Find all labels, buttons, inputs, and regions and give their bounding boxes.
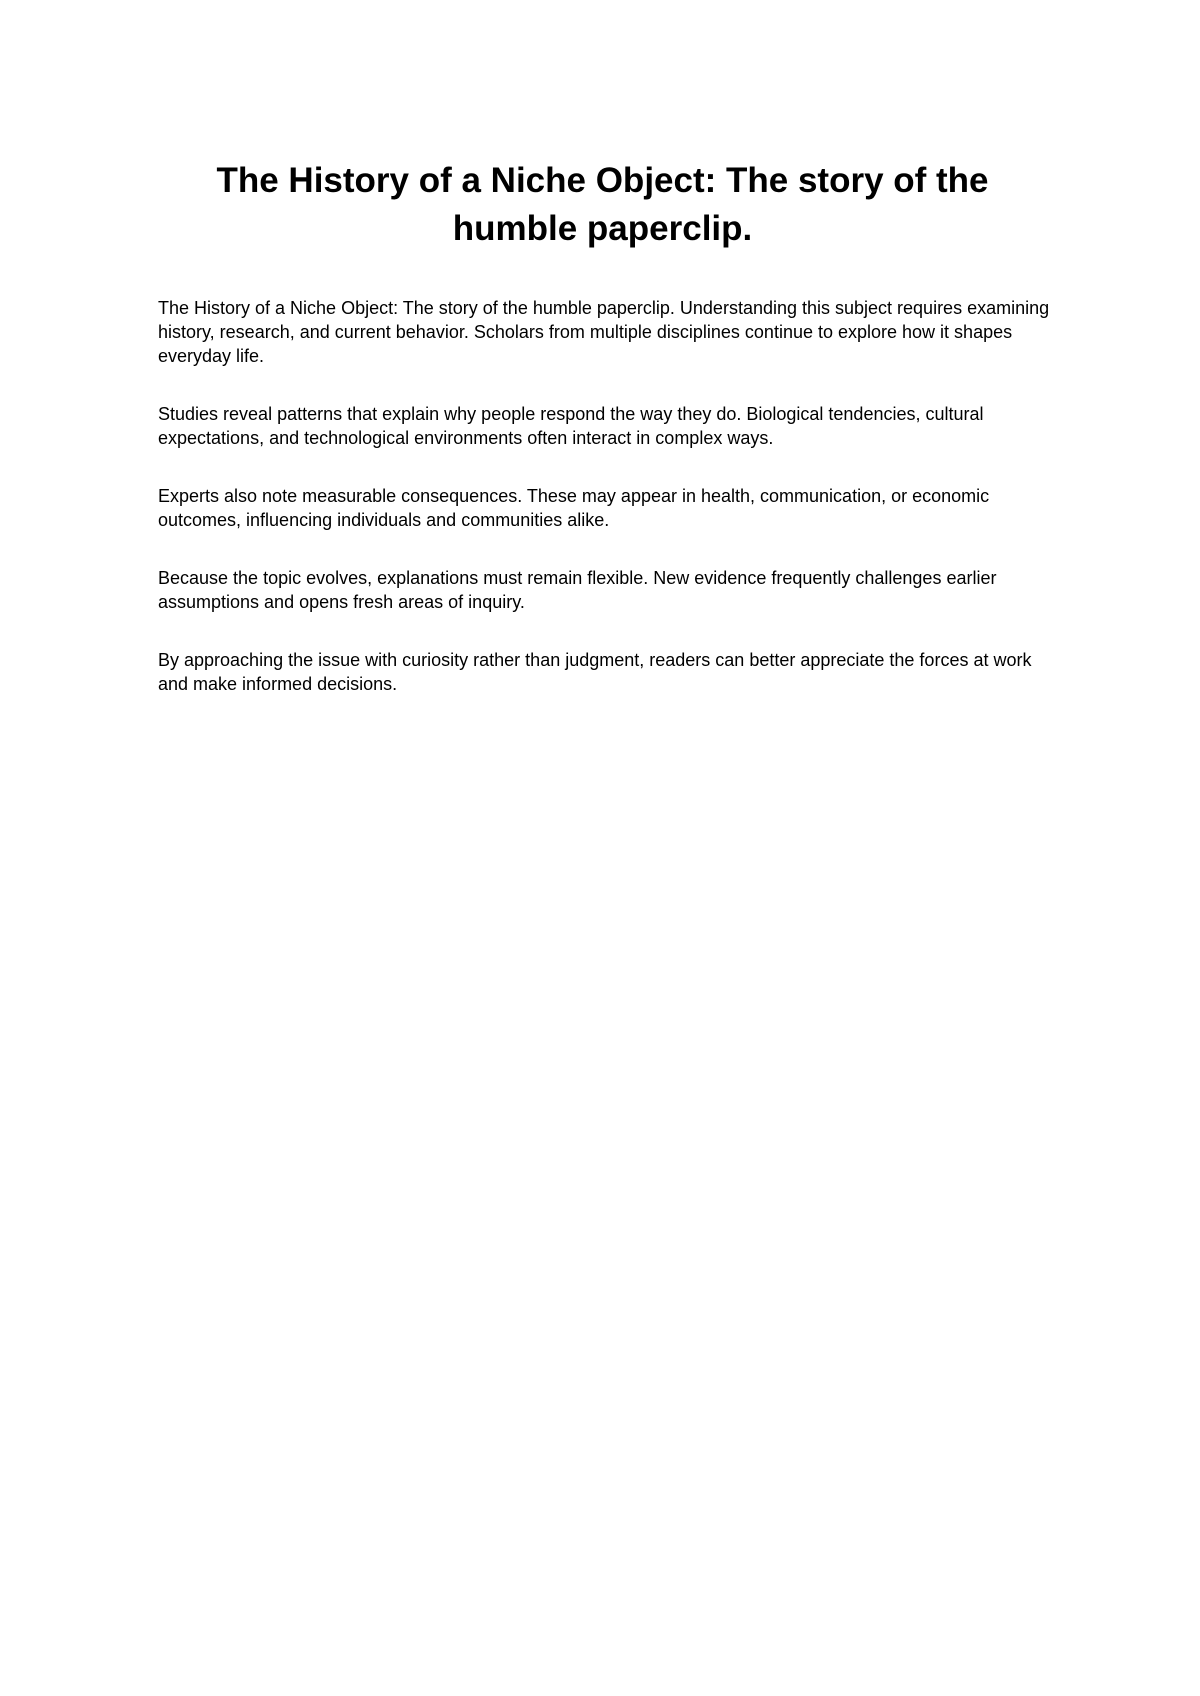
document-body	[158, 296, 1058, 730]
body-paragraph: Because the topic evolves, explanations must remain flexible. New evidence frequently challenges earlier assumptions and opens fresh areas of inquiry.	[158, 568, 997, 612]
body-paragraph: Experts also note measurable consequences. These may appear in health, communication, or economic outcomes, influencing individuals and communities alike.	[158, 486, 990, 530]
body-paragraph: Studies reveal patterns that explain why people respond the way they do. Biological tendencies, cultural expectations, and technological environments often interact in complex ways.	[158, 404, 984, 448]
body-paragraph: The History of a Niche Object: The story of the humble paperclip. Understanding this subject requires examining history, research, and current behavior. Scholars from multiple disciplines continue to explore how it shapes everyday life.	[158, 298, 1050, 366]
document-title: The History of a Niche Object: The story of the humble paperclip.	[216, 161, 989, 248]
body-paragraph: By approaching the issue with curiosity rather than judgment, readers can better appreciate the forces at work and make informed decisions.	[158, 650, 1032, 694]
